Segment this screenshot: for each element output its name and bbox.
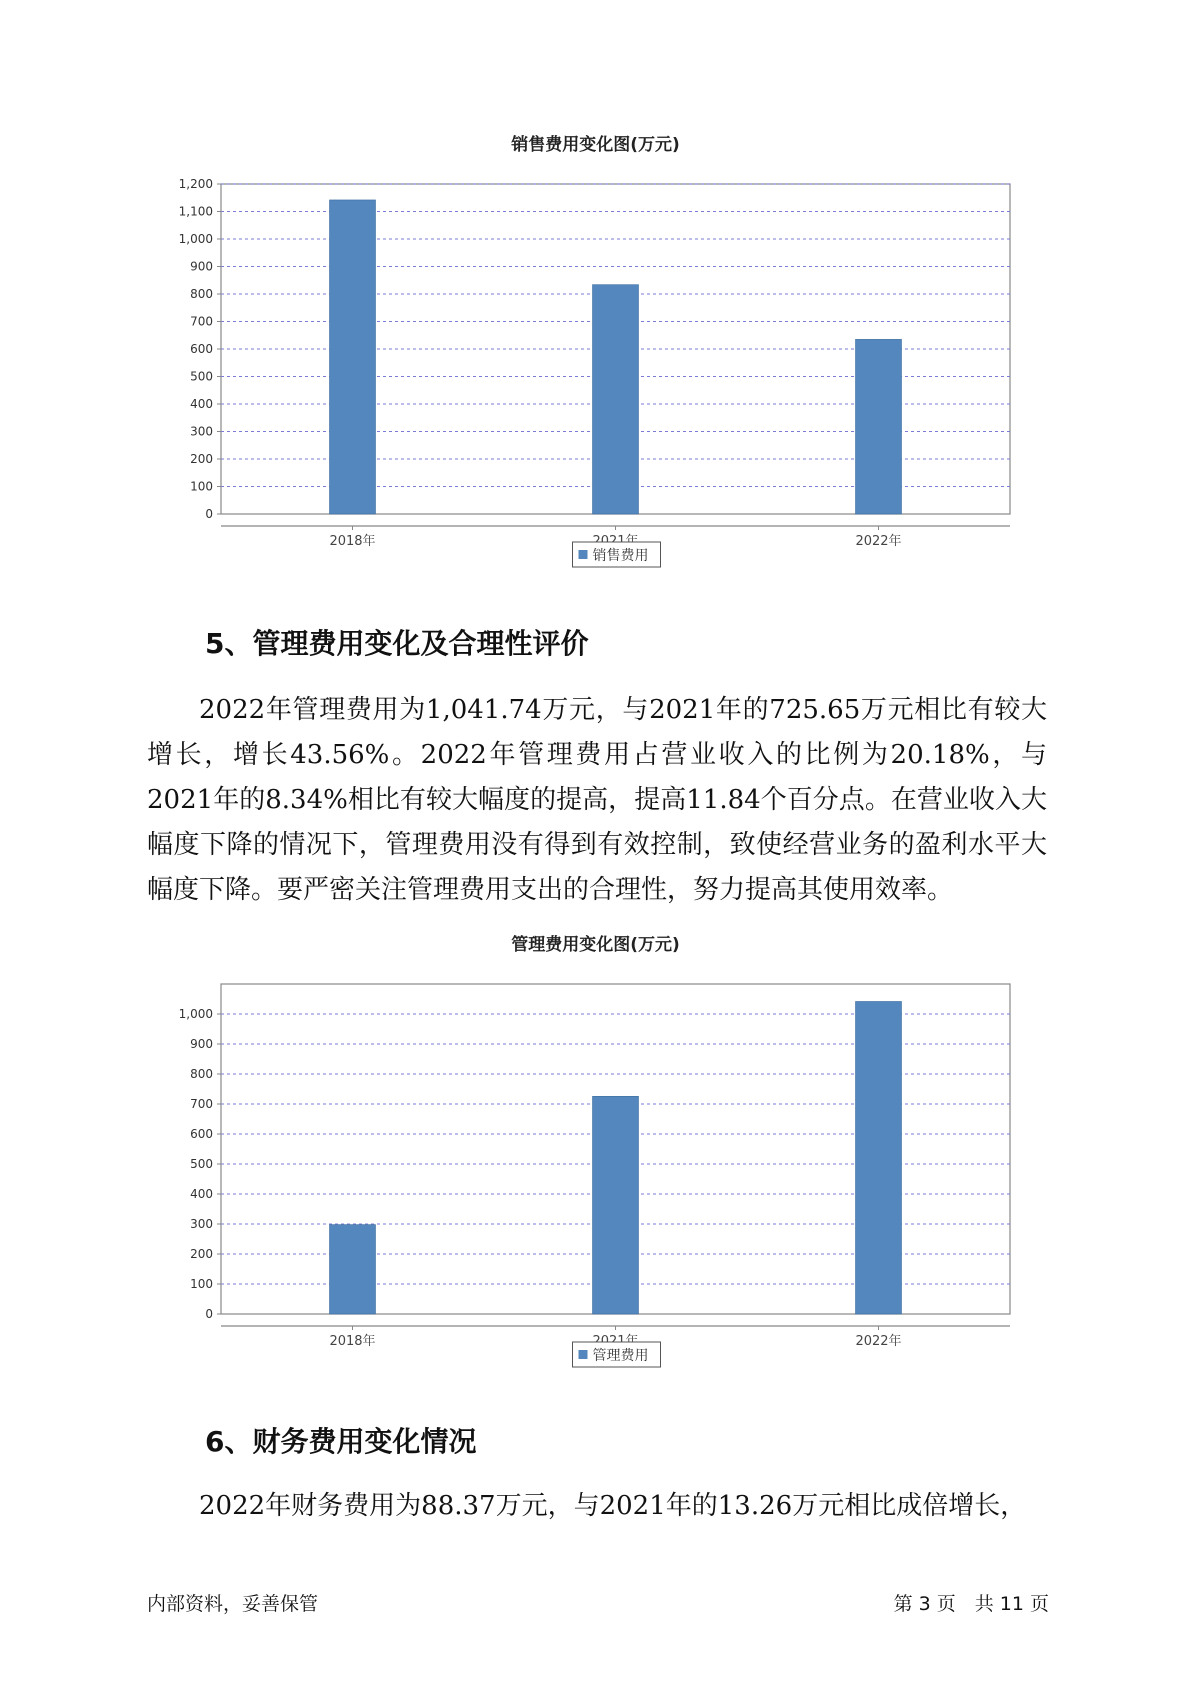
y-tick-label: 300: [190, 424, 213, 439]
section-heading-5: 5、管理费用变化及合理性评价: [205, 627, 589, 660]
x-tick-label: 2022年: [855, 1334, 902, 1349]
y-tick-label: 200: [190, 1247, 213, 1261]
x-tick-label: 2018年: [329, 534, 376, 549]
chart-title-sales: 销售费用变化图(万元): [511, 135, 680, 155]
y-tick-label: 900: [190, 259, 213, 274]
legend-swatch: [579, 1350, 588, 1359]
footer-confidential-note: 内部资料，妥善保管: [147, 1593, 319, 1615]
y-tick-label: 800: [190, 287, 213, 301]
y-tick-label: 600: [190, 1127, 213, 1141]
y-tick-label: 400: [190, 397, 213, 411]
sales-expense-chart: [150, 172, 1030, 592]
section-5-paragraph: [147, 688, 1047, 913]
chart-legend: [573, 1342, 661, 1367]
y-tick-label: 700: [190, 1097, 213, 1111]
y-tick-label: 200: [190, 452, 213, 466]
y-tick-label: 600: [190, 342, 213, 356]
footer-page-number: 第 3 页 共 11 页: [893, 1593, 1049, 1615]
y-tick-label: 800: [190, 1067, 213, 1081]
bar: [856, 339, 902, 514]
y-tick-label: 100: [190, 1277, 213, 1291]
section-heading-6: 6、财务费用变化情况: [205, 1425, 477, 1458]
y-tick-label: 900: [190, 1037, 213, 1051]
bar: [593, 285, 639, 514]
bar: [593, 1096, 639, 1314]
legend-label: 销售费用: [592, 548, 649, 564]
y-tick-label: 700: [190, 314, 213, 329]
x-tick-label: 2018年: [329, 1334, 376, 1349]
chart-legend: [573, 542, 661, 567]
section-6-text: 2022年财务费用为88.37万元，与2021年的13.26万元相比成倍增长，: [199, 1491, 1027, 1521]
bar: [330, 1225, 376, 1314]
y-tick-label: 1,000: [178, 232, 213, 246]
bar: [330, 200, 376, 514]
legend-swatch: [579, 550, 588, 559]
bar: [856, 1001, 902, 1314]
legend-label: 管理费用: [592, 1348, 649, 1364]
y-tick-label: 300: [190, 1217, 213, 1231]
chart-title-admin: 管理费用变化图(万元): [511, 935, 680, 955]
y-tick-label: 0: [205, 507, 213, 521]
section-5-text: 2022年管理费用为1,041.74万元，与2021年的725.65万元相比有较大增长，增长43.56%。2022年管理费用占营业收入的比例为20.18%，与2021年的8.34%相比有较大幅度的提高，提高11.84个百分点。在营业收入大幅度下降的情况下，管理费用没有得到有效控制，致使经营业务的盈利水平大幅度下降。要严密关注管理费用支出的合理性，努力提高其使用效率。: [147, 695, 1047, 905]
x-tick-label: 2022年: [855, 534, 902, 549]
y-tick-label: 0: [205, 1307, 213, 1321]
y-tick-label: 1,000: [178, 1007, 213, 1021]
section-6-paragraph: [147, 1484, 1047, 1529]
y-tick-label: 1,200: [178, 177, 213, 191]
y-tick-label: 1,100: [178, 204, 213, 219]
admin-expense-chart: [150, 972, 1030, 1392]
y-tick-label: 100: [190, 479, 213, 494]
y-tick-label: 400: [190, 1187, 213, 1201]
y-tick-label: 500: [190, 369, 213, 384]
y-tick-label: 500: [190, 1157, 213, 1171]
